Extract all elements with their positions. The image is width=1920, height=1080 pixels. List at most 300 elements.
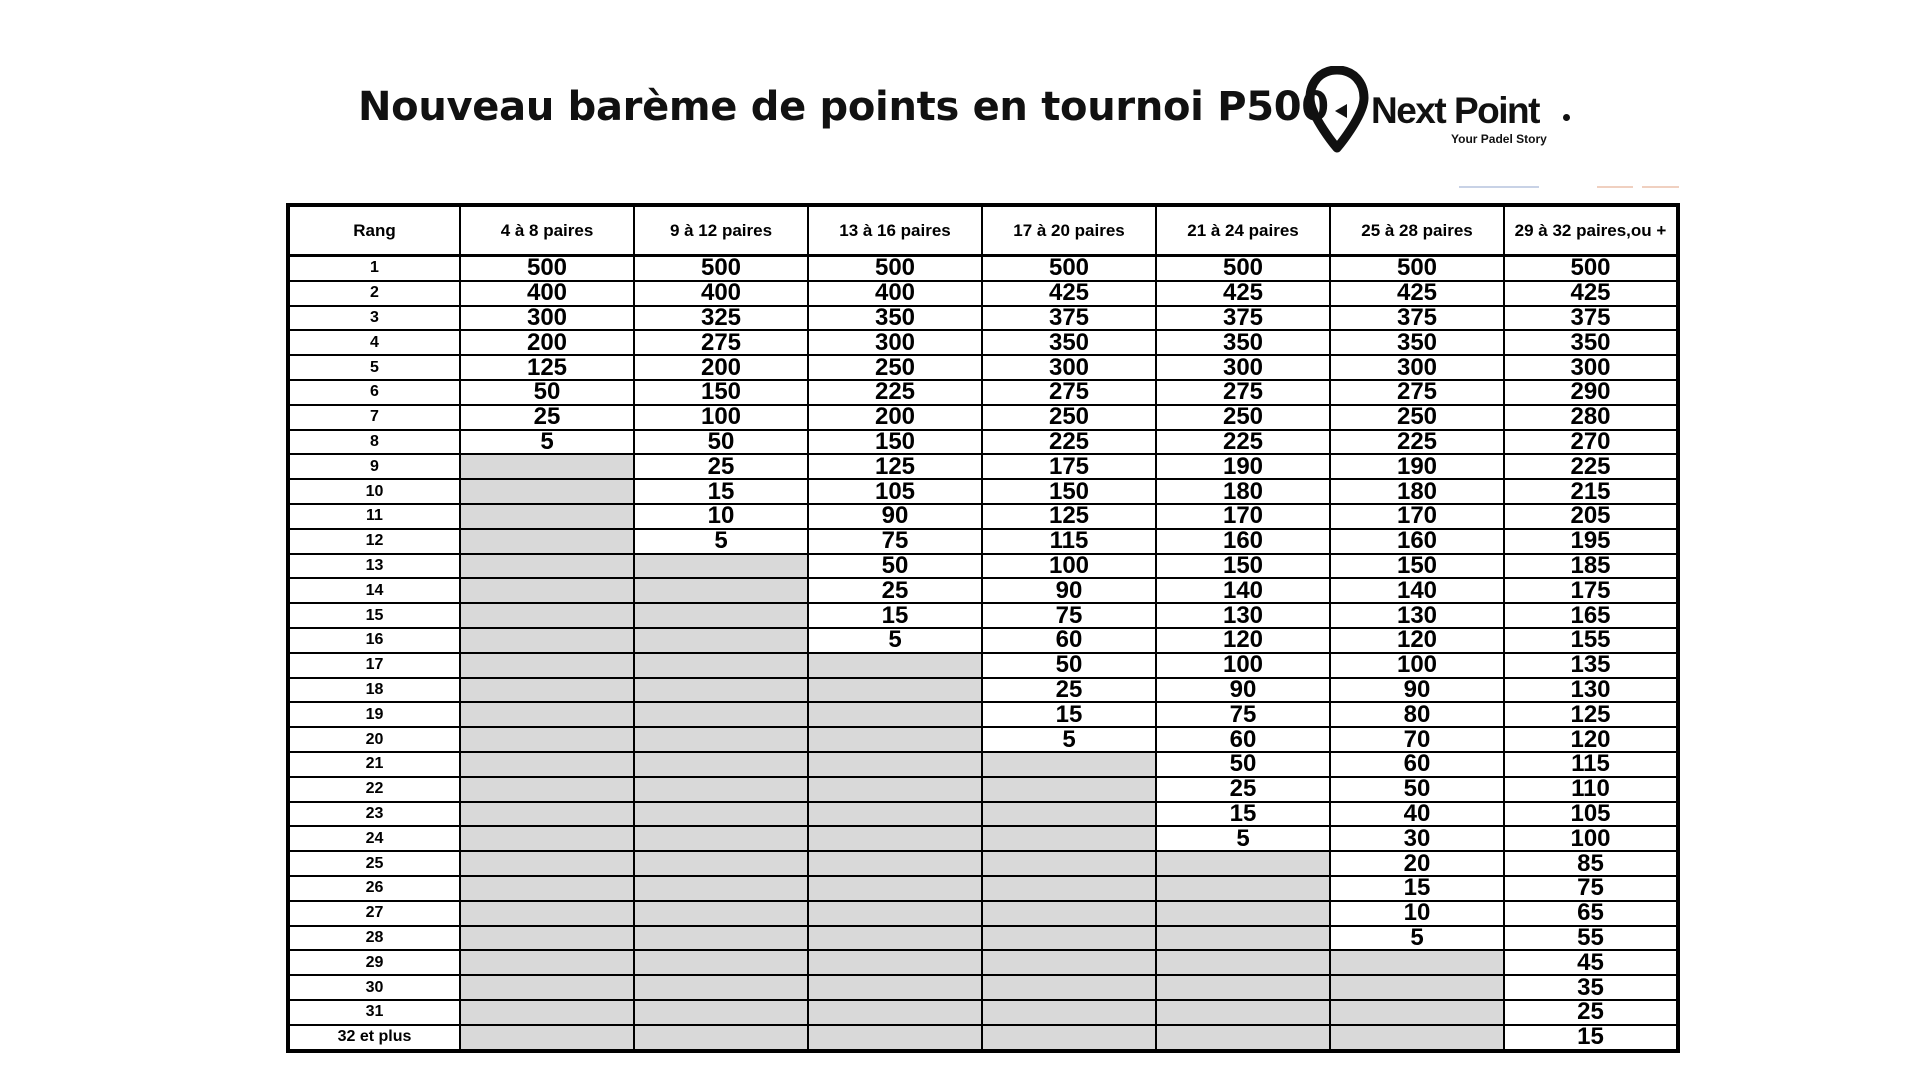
table-row [288,529,1678,554]
empty-cell [808,678,982,703]
empty-cell [808,653,982,678]
points-table [286,203,1680,1053]
points-cell: 65 [1504,901,1678,926]
points-cell: 290 [1504,380,1678,405]
empty-cell [460,777,634,802]
empty-cell [460,554,634,579]
points-cell: 110 [1504,777,1678,802]
column-header-6: 25 à 28 paires [1330,205,1504,256]
points-cell: 270 [1504,430,1678,455]
points-cell: 15 [808,603,982,628]
empty-cell [460,504,634,529]
points-cell: 200 [460,330,634,355]
points-cell: 275 [982,380,1156,405]
logo-brand-text: Next Point [1371,90,1539,131]
empty-cell [460,653,634,678]
empty-cell [982,950,1156,975]
points-cell: 75 [1156,702,1330,727]
points-cell: 80 [1330,702,1504,727]
points-cell: 15 [1330,876,1504,901]
rank-cell: 30 [288,975,460,1000]
points-cell: 425 [1330,281,1504,306]
column-header-4: 17 à 20 paires [982,205,1156,256]
points-cell: 60 [1156,727,1330,752]
empty-cell [634,901,808,926]
empty-cell [634,1000,808,1025]
points-cell: 60 [1330,752,1504,777]
points-cell: 50 [1156,752,1330,777]
points-cell: 15 [634,479,808,504]
points-cell: 100 [634,405,808,430]
points-cell: 375 [1504,306,1678,331]
points-cell: 50 [982,653,1156,678]
empty-cell [982,926,1156,951]
empty-cell [634,578,808,603]
empty-cell [808,1000,982,1025]
points-cell: 275 [1156,380,1330,405]
table-row [288,876,1678,901]
points-cell: 170 [1330,504,1504,529]
points-cell: 180 [1156,479,1330,504]
points-cell: 5 [460,430,634,455]
empty-cell [634,752,808,777]
empty-cell [808,802,982,827]
points-cell: 375 [1156,306,1330,331]
empty-cell [982,975,1156,1000]
points-cell: 75 [1504,876,1678,901]
next-point-logo [1305,66,1585,156]
points-cell: 400 [634,281,808,306]
points-cell: 500 [634,256,808,281]
table-row [288,306,1678,331]
points-cell: 250 [808,355,982,380]
points-cell: 125 [1504,702,1678,727]
points-cell: 300 [1156,355,1330,380]
empty-cell [982,901,1156,926]
points-cell: 25 [982,678,1156,703]
empty-cell [982,1000,1156,1025]
rank-cell: 21 [288,752,460,777]
empty-cell [460,802,634,827]
points-cell: 250 [982,405,1156,430]
empty-cell [460,876,634,901]
points-cell: 15 [1504,1025,1678,1051]
points-cell: 70 [1330,727,1504,752]
empty-cell [460,752,634,777]
empty-cell [634,926,808,951]
points-cell: 140 [1330,578,1504,603]
points-cell: 45 [1504,950,1678,975]
points-cell: 130 [1504,678,1678,703]
empty-cell [808,851,982,876]
table-row [288,653,1678,678]
points-cell: 25 [634,454,808,479]
table-row [288,702,1678,727]
points-cell: 40 [1330,802,1504,827]
points-cell: 165 [1504,603,1678,628]
rank-cell: 7 [288,405,460,430]
points-cell: 500 [808,256,982,281]
rank-cell: 23 [288,802,460,827]
column-header-5: 21 à 24 paires [1156,205,1330,256]
points-cell: 150 [1330,554,1504,579]
rank-cell: 3 [288,306,460,331]
points-cell: 125 [808,454,982,479]
empty-cell [634,950,808,975]
table-row [288,554,1678,579]
points-cell: 150 [1156,554,1330,579]
points-cell: 130 [1156,603,1330,628]
logo-tagline: Your Padel Story [1451,132,1547,146]
table-row [288,281,1678,306]
points-cell: 225 [1156,430,1330,455]
points-cell: 15 [982,702,1156,727]
empty-cell [1156,950,1330,975]
points-cell: 10 [634,504,808,529]
points-cell: 50 [460,380,634,405]
empty-cell [808,727,982,752]
location-pin-icon [1305,66,1375,156]
empty-cell [982,876,1156,901]
points-cell: 350 [982,330,1156,355]
points-cell: 115 [982,529,1156,554]
empty-cell [460,603,634,628]
points-cell: 75 [982,603,1156,628]
empty-cell [634,802,808,827]
empty-cell [982,752,1156,777]
points-cell: 350 [1156,330,1330,355]
rank-cell: 5 [288,355,460,380]
points-cell: 120 [1156,628,1330,653]
points-cell: 100 [1504,826,1678,851]
table-row [288,975,1678,1000]
points-cell: 350 [1504,330,1678,355]
empty-cell [460,975,634,1000]
empty-cell [808,1025,982,1051]
points-cell: 55 [1504,926,1678,951]
empty-cell [460,678,634,703]
points-cell: 60 [982,628,1156,653]
column-header-7: 29 à 32 paires,ou + [1504,205,1678,256]
empty-cell [808,926,982,951]
rank-cell: 6 [288,380,460,405]
empty-cell [460,851,634,876]
points-cell: 160 [1330,529,1504,554]
points-cell: 150 [634,380,808,405]
table-row [288,727,1678,752]
points-cell: 5 [982,727,1156,752]
rank-cell: 31 [288,1000,460,1025]
points-cell: 5 [1156,826,1330,851]
points-cell: 375 [982,306,1156,331]
points-cell: 400 [460,281,634,306]
points-cell: 75 [808,529,982,554]
points-cell: 200 [634,355,808,380]
points-cell: 50 [808,554,982,579]
empty-cell [1156,876,1330,901]
table-row [288,504,1678,529]
points-cell: 170 [1156,504,1330,529]
empty-cell [634,727,808,752]
empty-cell [460,901,634,926]
points-cell: 350 [808,306,982,331]
points-cell: 90 [1156,678,1330,703]
rank-cell: 27 [288,901,460,926]
points-cell: 500 [1330,256,1504,281]
rank-cell: 12 [288,529,460,554]
empty-cell [982,851,1156,876]
empty-cell [982,777,1156,802]
rank-cell: 8 [288,430,460,455]
points-cell: 90 [808,504,982,529]
empty-cell [460,578,634,603]
empty-cell [634,653,808,678]
points-cell: 50 [634,430,808,455]
points-cell: 125 [460,355,634,380]
points-cell: 25 [808,578,982,603]
table-row [288,430,1678,455]
points-cell: 500 [460,256,634,281]
rank-cell: 16 [288,628,460,653]
empty-cell [982,1025,1156,1051]
empty-cell [634,851,808,876]
empty-cell [460,479,634,504]
table-row [288,405,1678,430]
points-cell: 425 [1504,281,1678,306]
points-cell: 190 [1156,454,1330,479]
column-header-1: 4 à 8 paires [460,205,634,256]
points-cell: 195 [1504,529,1678,554]
points-cell: 120 [1504,727,1678,752]
points-cell: 350 [1330,330,1504,355]
table-row [288,826,1678,851]
empty-cell [808,901,982,926]
points-cell: 100 [1330,653,1504,678]
empty-cell [1330,1025,1504,1051]
points-cell: 85 [1504,851,1678,876]
empty-cell [1330,1000,1504,1025]
empty-cell [808,876,982,901]
points-cell: 135 [1504,653,1678,678]
empty-cell [460,727,634,752]
points-cell: 155 [1504,628,1678,653]
column-header-3: 13 à 16 paires [808,205,982,256]
empty-cell [634,678,808,703]
empty-cell [1156,1025,1330,1051]
empty-cell [460,628,634,653]
empty-cell [1156,851,1330,876]
table-row [288,678,1678,703]
empty-cell [808,752,982,777]
points-cell: 280 [1504,405,1678,430]
page-title: Nouveau barème de points en tournoi P500 [358,84,1329,130]
empty-cell [460,529,634,554]
rank-cell: 24 [288,826,460,851]
points-cell: 10 [1330,901,1504,926]
rank-cell: 25 [288,851,460,876]
rank-cell: 18 [288,678,460,703]
points-cell: 225 [1330,430,1504,455]
table-row [288,1000,1678,1025]
points-cell: 140 [1156,578,1330,603]
rank-cell: 32 et plus [288,1025,460,1051]
column-header-2: 9 à 12 paires [634,205,808,256]
empty-cell [1330,950,1504,975]
points-cell: 205 [1504,504,1678,529]
table-row [288,479,1678,504]
points-cell: 300 [1504,355,1678,380]
empty-cell [808,702,982,727]
points-cell: 5 [808,628,982,653]
decorative-line [1459,186,1539,188]
points-cell: 100 [1156,653,1330,678]
empty-cell [460,926,634,951]
empty-cell [634,975,808,1000]
points-cell: 185 [1504,554,1678,579]
table-row [288,950,1678,975]
points-cell: 250 [1330,405,1504,430]
logo-dot [1563,114,1570,121]
points-cell: 150 [808,430,982,455]
points-cell: 300 [460,306,634,331]
points-cell: 225 [808,380,982,405]
table-row [288,777,1678,802]
table-row [288,926,1678,951]
empty-cell [808,777,982,802]
table-header-row [288,205,1678,256]
points-cell: 15 [1156,802,1330,827]
empty-cell [460,826,634,851]
points-cell: 275 [1330,380,1504,405]
rank-cell: 20 [288,727,460,752]
empty-cell [634,1025,808,1051]
empty-cell [982,802,1156,827]
points-cell: 225 [1504,454,1678,479]
points-cell: 275 [634,330,808,355]
points-cell: 25 [460,405,634,430]
empty-cell [1156,901,1330,926]
rank-cell: 13 [288,554,460,579]
table-row [288,578,1678,603]
empty-cell [1156,926,1330,951]
empty-cell [808,826,982,851]
points-cell: 25 [1504,1000,1678,1025]
empty-cell [634,826,808,851]
empty-cell [982,826,1156,851]
points-cell: 105 [1504,802,1678,827]
points-cell: 180 [1330,479,1504,504]
table-row [288,851,1678,876]
empty-cell [460,1000,634,1025]
table-row [288,330,1678,355]
empty-cell [1156,1000,1330,1025]
rank-cell: 9 [288,454,460,479]
points-cell: 300 [808,330,982,355]
table-row [288,256,1678,281]
rank-cell: 14 [288,578,460,603]
empty-cell [634,554,808,579]
points-cell: 500 [1504,256,1678,281]
points-cell: 90 [1330,678,1504,703]
empty-cell [808,950,982,975]
decorative-line [1642,186,1679,188]
points-cell: 90 [982,578,1156,603]
empty-cell [1330,975,1504,1000]
points-cell: 20 [1330,851,1504,876]
rank-cell: 2 [288,281,460,306]
points-cell: 190 [1330,454,1504,479]
points-cell: 300 [982,355,1156,380]
rank-cell: 19 [288,702,460,727]
column-header-rang: Rang [288,205,460,256]
points-cell: 100 [982,554,1156,579]
empty-cell [460,702,634,727]
rank-cell: 4 [288,330,460,355]
points-cell: 300 [1330,355,1504,380]
rank-cell: 26 [288,876,460,901]
table-row [288,603,1678,628]
points-cell: 25 [1156,777,1330,802]
points-cell: 115 [1504,752,1678,777]
table-row [288,628,1678,653]
empty-cell [634,603,808,628]
points-cell: 425 [982,281,1156,306]
points-cell: 130 [1330,603,1504,628]
points-cell: 225 [982,430,1156,455]
empty-cell [1156,975,1330,1000]
table-row [288,752,1678,777]
table-row [288,355,1678,380]
rank-cell: 29 [288,950,460,975]
points-cell: 150 [982,479,1156,504]
points-cell: 105 [808,479,982,504]
points-cell: 5 [1330,926,1504,951]
points-cell: 250 [1156,405,1330,430]
points-cell: 215 [1504,479,1678,504]
empty-cell [634,876,808,901]
points-cell: 400 [808,281,982,306]
table-row [288,1025,1678,1051]
empty-cell [634,777,808,802]
points-cell: 125 [982,504,1156,529]
rank-cell: 11 [288,504,460,529]
empty-cell [460,1025,634,1051]
points-cell: 120 [1330,628,1504,653]
empty-cell [460,454,634,479]
rank-cell: 28 [288,926,460,951]
empty-cell [634,628,808,653]
points-cell: 500 [982,256,1156,281]
points-cell: 50 [1330,777,1504,802]
points-cell: 425 [1156,281,1330,306]
rank-cell: 15 [288,603,460,628]
points-cell: 375 [1330,306,1504,331]
points-cell: 175 [1504,578,1678,603]
table-body [288,256,1678,1052]
points-cell: 325 [634,306,808,331]
points-cell: 160 [1156,529,1330,554]
points-cell: 200 [808,405,982,430]
points-cell: 35 [1504,975,1678,1000]
rank-cell: 17 [288,653,460,678]
empty-cell [460,950,634,975]
points-cell: 5 [634,529,808,554]
points-cell: 500 [1156,256,1330,281]
rank-cell: 22 [288,777,460,802]
table-row [288,802,1678,827]
table-row [288,454,1678,479]
rank-cell: 10 [288,479,460,504]
